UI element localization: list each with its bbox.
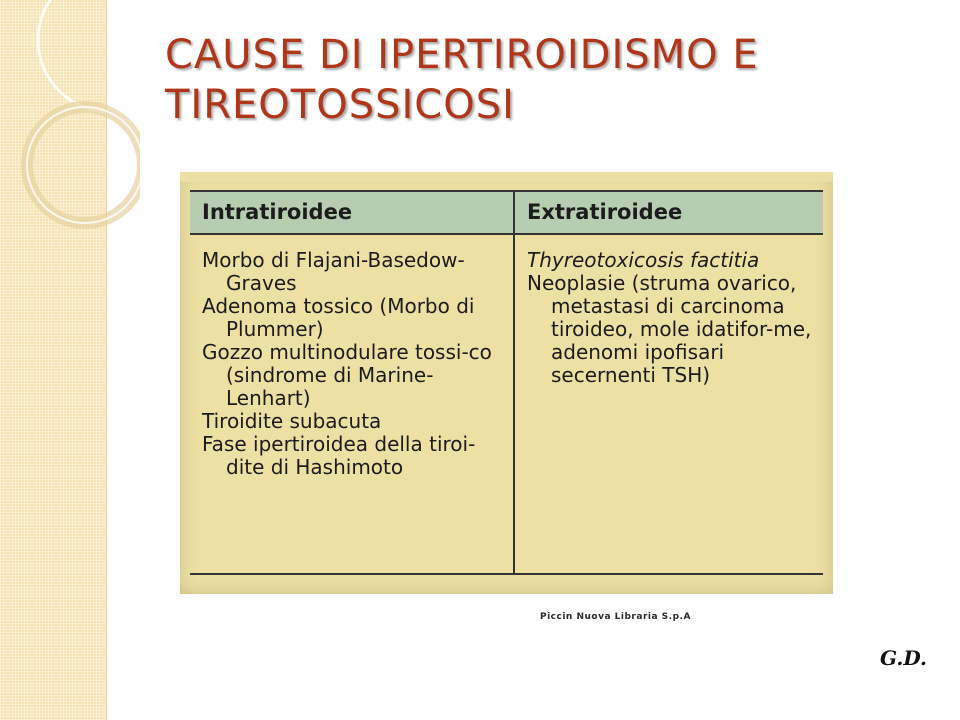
list-item: Fase ipertiroidea della tiroi-dite di Hashimoto: [202, 432, 476, 479]
header-intratiroidee: Intratiroidee: [190, 191, 514, 234]
list-item: Neoplasie (struma ovarico, metastasi di carcinoma tiroideo, mole idatifor-me, adenomi ipofisari secernenti TSH): [527, 271, 812, 387]
slide-title-line2: TIREOTOSSICOSI: [165, 82, 515, 128]
image-credit: Piccin Nuova Libraria S.p.A: [540, 612, 691, 622]
list-item: Adenoma tossico (Morbo di Plummer): [202, 294, 475, 341]
cell-intratiroidee: [190, 234, 514, 574]
causes-table: [190, 190, 823, 575]
table-row: [190, 234, 823, 574]
header-extratiroidee: Extratiroidee: [514, 191, 823, 234]
list-item: Morbo di Flajani-Basedow-Graves: [202, 248, 465, 295]
author-signature: G.D.: [880, 646, 927, 670]
list-item: Thyreotoxicosis factitia: [527, 248, 760, 272]
scan-top-strip: [180, 172, 833, 182]
list-item: Tiroidite subacuta: [202, 409, 382, 433]
table-header-row: [190, 191, 823, 234]
list-item: Gozzo multinodulare tossi-co (sindrome di Marine-Lenhart): [202, 340, 492, 410]
cell-extratiroidee: [514, 234, 823, 574]
slide-title-line1: CAUSE DI IPERTIROIDISMO E: [165, 32, 759, 78]
decorative-circles: [0, 0, 140, 260]
slide-title: [165, 30, 925, 130]
scanned-table-image: [180, 172, 833, 594]
